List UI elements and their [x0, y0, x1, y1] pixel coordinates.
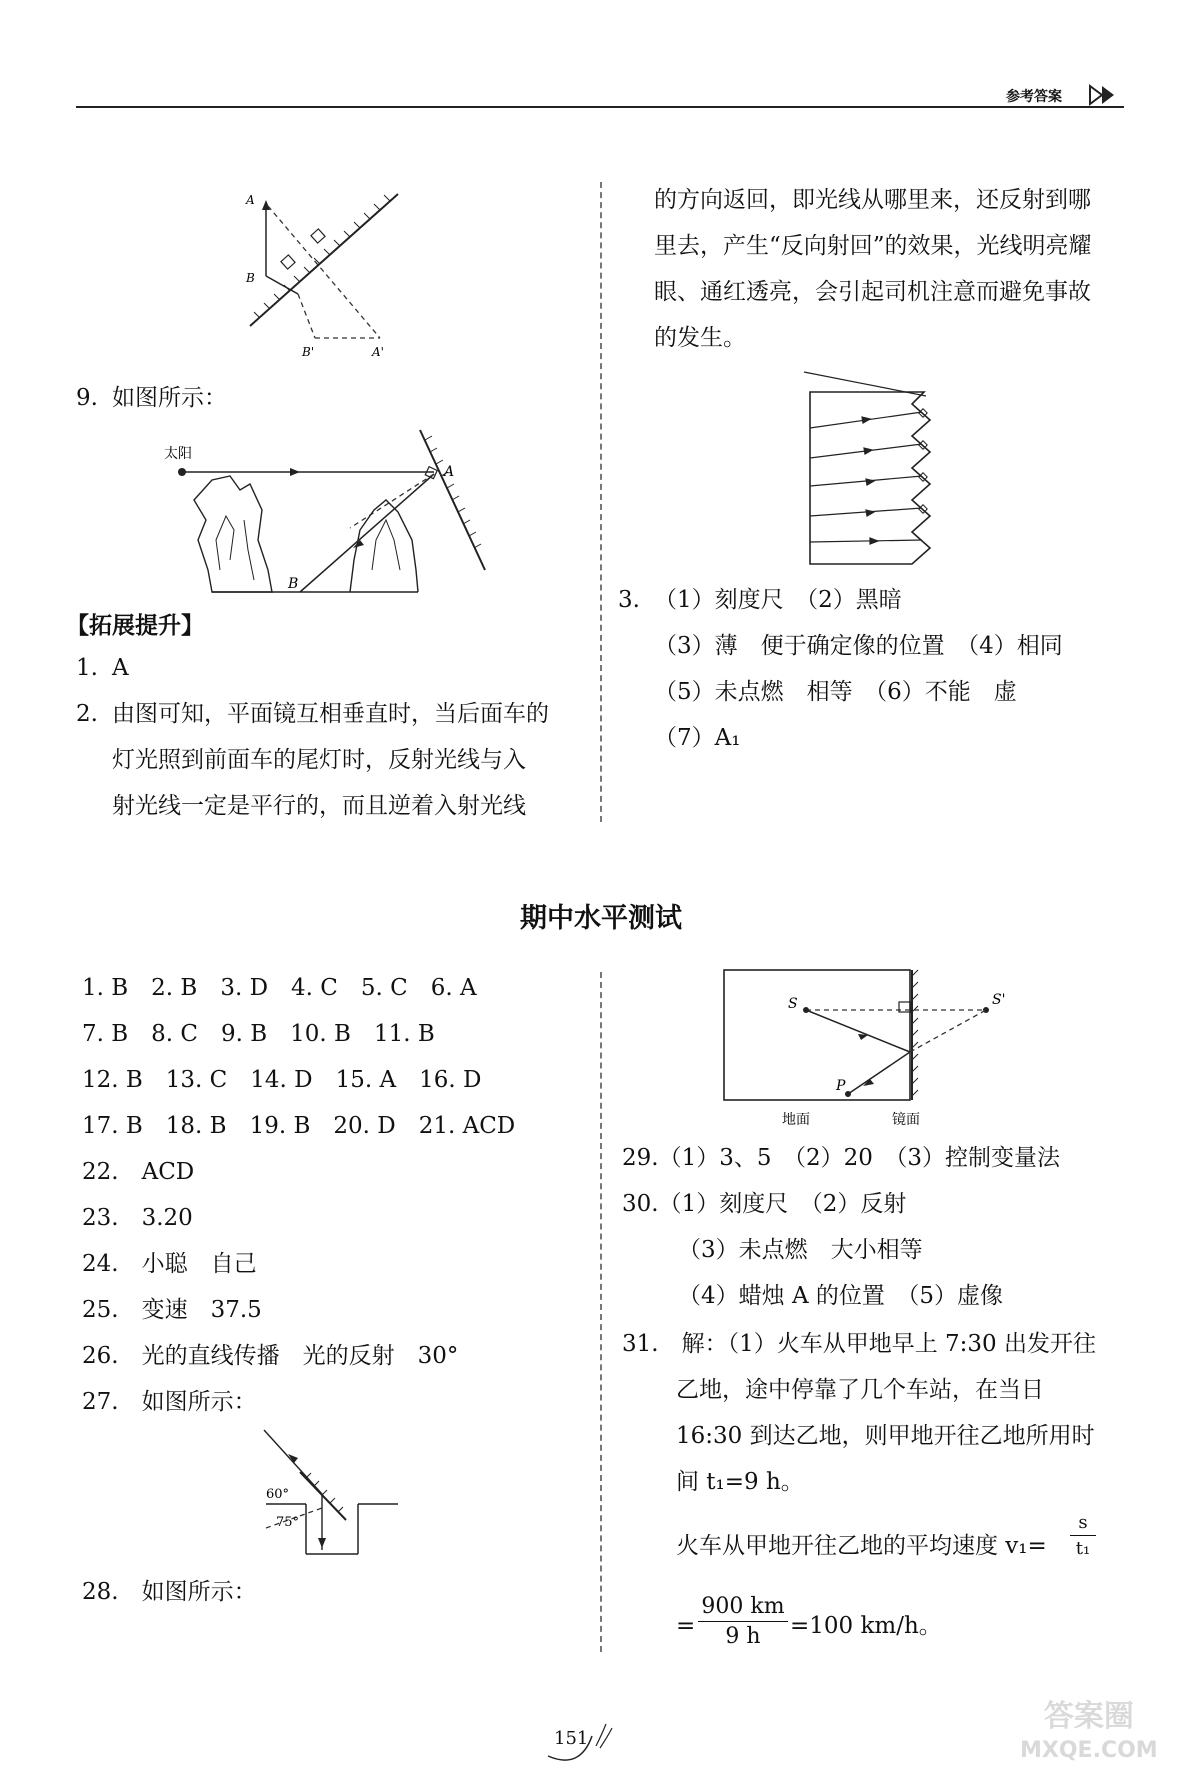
column-divider-top — [600, 182, 602, 822]
question-30-line-3: （4）蜡烛 A 的位置 （5）虚像 — [678, 1283, 1003, 1309]
fraction-denominator-t: t₁ — [1075, 1538, 1091, 1559]
fig8-label-a: A — [246, 193, 255, 207]
ext-q2-line-2: 灯光照到前面车的尾灯时，反射光线与入 — [112, 747, 526, 773]
section-title-midterm: 期中水平测试 — [520, 903, 682, 934]
fig8-label-bp: B' — [302, 345, 315, 359]
fig27-angle-60: 60° — [266, 1487, 290, 1502]
question-29: 29.（1）3、5 （2）20 （3）控制变量法 — [622, 1145, 1061, 1171]
ext-q2-line-1: 由图可知，平面镜互相垂直时，当后面车的 — [112, 701, 549, 727]
figure-27-mirror-angles — [262, 1428, 402, 1558]
fig9-label-a: A — [444, 464, 455, 480]
question-9-number: 9. — [76, 385, 98, 411]
ext-q3-item-3: （5）未点燃 相等 （6）不能 虚 — [654, 679, 1017, 705]
ext-q1-answer: A — [112, 655, 129, 681]
ext-q2-cont-line-4: 的发生。 — [654, 325, 746, 351]
speed-result: =100 km/h。 — [790, 1613, 942, 1639]
question-31-line-4: 间 t₁=9 h。 — [676, 1469, 804, 1495]
ext-q2-cont-line-1: 的方向返回，即光线从哪里来，还反射到哪 — [654, 187, 1091, 213]
fig28-label-p: P — [836, 1078, 846, 1094]
speed-formula-text: 火车从甲地开往乙地的平均速度 v₁= — [676, 1533, 1047, 1559]
answer-row-5: 22. ACD — [82, 1159, 195, 1185]
fig8-label-ap: A' — [372, 345, 384, 359]
column-divider-bottom — [600, 972, 602, 1652]
watermark-logo — [1020, 1700, 1158, 1768]
equals-sign: = — [676, 1613, 696, 1639]
answer-row-7: 24. 小聪 自己 — [82, 1251, 257, 1277]
ext-q2-line-3: 射光线一定是平行的，而且逆着入射光线 — [112, 793, 526, 819]
fraction-numerator-s: s — [1078, 1512, 1088, 1533]
question-31-line-2: 乙地，途中停靠了几个车站，在当日 — [676, 1377, 1044, 1403]
figure-28-plane-mirror — [720, 964, 1050, 1134]
answer-row-9: 26. 光的直线传播 光的反射 30° — [82, 1343, 459, 1369]
answer-row-1: 1. B 2. B 3. D 4. C 5. C 6. A — [82, 975, 477, 1001]
fig28-label-ground: 地面 — [782, 1112, 810, 1128]
chevron-right-icon — [1088, 84, 1124, 106]
figure-corner-reflector — [800, 368, 950, 568]
watermark-line-1: 答案圈 — [1043, 1699, 1134, 1734]
speed-fraction-s-t — [1070, 1512, 1096, 1559]
ext-q2-cont-line-2: 里去，产生“反向射回”的效果，光线明亮耀 — [654, 233, 1092, 259]
ext-q2-cont-line-3: 眼、通红透亮，会引起司机注意而避免事故 — [654, 279, 1091, 305]
ext-q3-item-4: （7）A₁ — [654, 725, 741, 751]
fraction-numerator-distance: 900 km — [701, 1594, 785, 1619]
ext-q1-number: 1. — [76, 655, 98, 681]
header-rule — [76, 106, 1124, 108]
ext-q2-number: 2. — [76, 701, 98, 727]
question-31-line-1: 31. 解：（1）火车从甲地早上 7:30 出发开往 — [622, 1331, 1096, 1357]
header-label: 参考答案 — [1006, 89, 1062, 105]
fig28-label-mirror: 镜面 — [892, 1112, 920, 1128]
question-30-line-1: 30.（1）刻度尺 （2）反射 — [622, 1191, 907, 1217]
watermark-line-2: MXQE.COM — [1020, 1738, 1158, 1763]
page-number-ornament-icon — [540, 1716, 620, 1766]
fig27-angle-75: 75° — [276, 1515, 300, 1530]
question-30-line-2: （3）未点燃 大小相等 — [678, 1237, 923, 1263]
answer-row-3: 12. B 13. C 14. D 15. A 16. D — [82, 1067, 482, 1093]
answer-row-4: 17. B 18. B 19. B 20. D 21. ACD — [82, 1113, 516, 1139]
page-number: 151 — [554, 1728, 589, 1749]
figure-sun-mountain-mirror — [150, 420, 500, 600]
ext-q3-item-1: （1）刻度尺 （2）黑暗 — [654, 587, 902, 613]
answer-row-10: 27. 如图所示： — [82, 1389, 257, 1415]
ext-q3-number: 3. — [618, 587, 640, 613]
answer-row-8: 25. 变速 37.5 — [82, 1297, 262, 1323]
question-31-line-3: 16:30 到达乙地，则甲地开往乙地所用时 — [676, 1423, 1095, 1449]
speed-fraction-values — [698, 1594, 788, 1649]
fraction-denominator-time: 9 h — [725, 1624, 761, 1649]
fig28-label-sp: S' — [992, 992, 1006, 1008]
answer-row-6: 23. 3.20 — [82, 1205, 193, 1231]
fig8-label-b: B — [246, 271, 255, 285]
fig9-label-b: B — [288, 576, 299, 592]
fig28-label-s: S — [788, 996, 798, 1012]
figure-mirror-image-ab — [240, 186, 410, 361]
question-28: 28. 如图所示： — [82, 1579, 257, 1605]
answer-row-2: 7. B 8. C 9. B 10. B 11. B — [82, 1021, 435, 1047]
question-9-text: 如图所示： — [112, 385, 227, 411]
ext-q3-item-2: （3）薄 便于确定像的位置 （4）相同 — [654, 633, 1063, 659]
fig9-label-sun: 太阳 — [164, 446, 192, 462]
section-extension: 【拓展提升】 — [66, 613, 204, 639]
